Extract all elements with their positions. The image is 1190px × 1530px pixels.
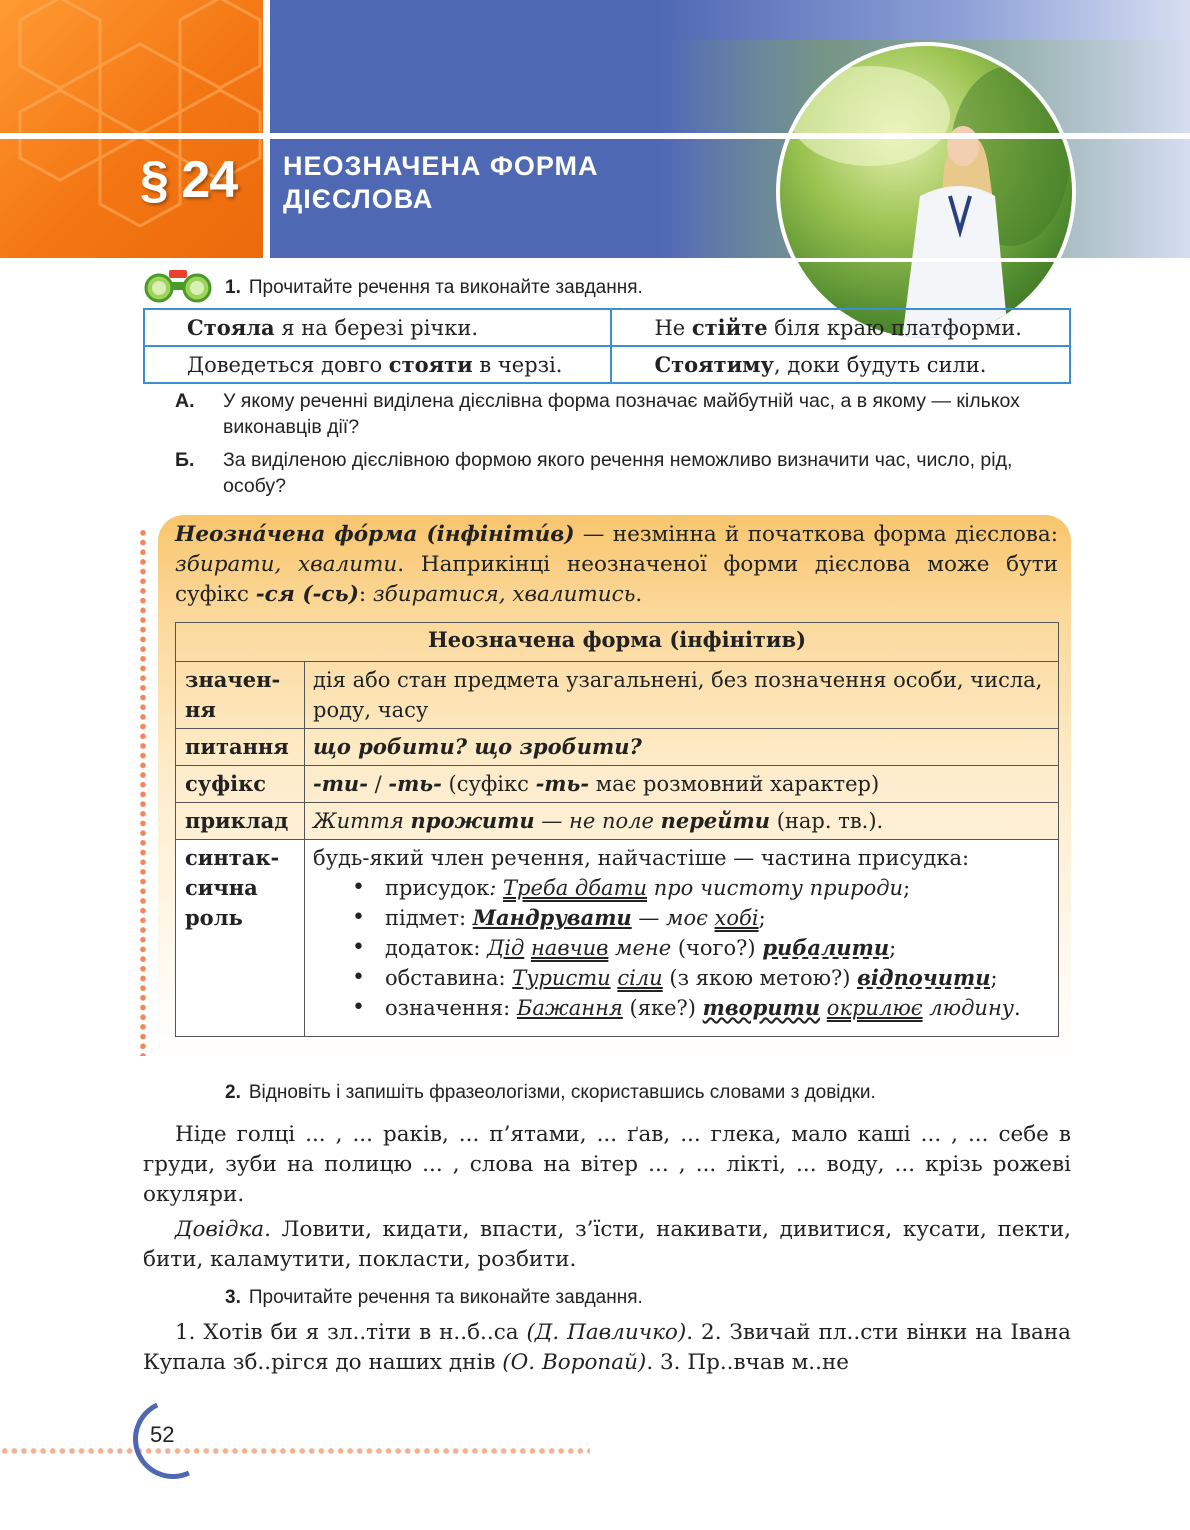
role-attribute (348, 993, 1050, 1023)
r4-e: відпочити (857, 965, 991, 990)
sentence-3 (144, 346, 611, 383)
ex3-author2: (О. Воропай) (502, 1350, 647, 1375)
role-subject (348, 903, 1050, 933)
header-photo (776, 42, 1076, 342)
exercise-1-heading (225, 277, 643, 299)
rule-part2: . Наприкінці неозначеної форми дієслова може бути суфікс (175, 552, 1058, 607)
rule-dotted-border (139, 528, 147, 1056)
exercise-3-heading (225, 1287, 643, 1309)
r1-b: Треба дбати (503, 876, 648, 900)
r3-a: Дід (487, 936, 525, 960)
sentence-2-pre: Не (654, 316, 692, 340)
sentence-4 (611, 346, 1070, 383)
r3-b (524, 936, 531, 960)
example-2: прожити (410, 808, 535, 833)
r3-g: ; (889, 936, 897, 960)
row-suffix-value (305, 766, 1059, 803)
role-intro: будь-який член речення, найчастіше — частина присудка: (313, 846, 970, 870)
role-key-2: сична (185, 875, 258, 900)
section-title-line1: НЕОЗНАЧЕНА ФОРМА (283, 151, 599, 181)
ex3-part1: 1. Хотів би я зл..тіти в н..б..са (175, 1320, 527, 1345)
sentence-2 (611, 309, 1070, 346)
section-number: § 24 (140, 151, 238, 209)
row-question-text: що робити? що зробити? (313, 734, 642, 759)
exercise-3-text (143, 1318, 1071, 1378)
sentence-1-verb: Стояла (187, 315, 275, 340)
sentence-2-verb: стійте (691, 315, 768, 340)
ex3-part2: . 2. Звичай пл..сти вінки на Івана Купала зб..рігся до наших днів (143, 1320, 1071, 1375)
rule-part1: — незмінна й початкова форма дієслова: (574, 522, 1058, 547)
question-b-text: За виділеною дієслівною формою якого речення неможливо визначити час, число, рід, особу? (223, 449, 1013, 497)
rule-part3: : (358, 582, 373, 607)
r4-f: ; (990, 966, 998, 990)
rule-example-2b: хвалитись (512, 582, 636, 607)
r2-c: хобі (714, 906, 759, 930)
exercise-3-instruction: Прочитайте речення та виконайте завдання. (248, 1287, 643, 1308)
exercise-2-instruction: Відновіть і запишіть фразеологізми, скориставшись словами з довідки. (248, 1082, 876, 1103)
suffix-note2: -ть- (535, 771, 590, 796)
r5-c: творити (702, 995, 821, 1020)
suffix-ti: -ти- (313, 771, 368, 796)
question-a-label: А. (175, 390, 195, 412)
r5-d (820, 996, 827, 1020)
r3-f: рибалити (762, 935, 890, 960)
sentence-4-rest: , доки будуть сили. (773, 353, 987, 377)
r2-label: підмет: (385, 906, 473, 930)
sentence-3-pre: Доведеться довго (187, 353, 389, 377)
r3-label: додаток: (385, 936, 488, 960)
rule-suffix: -ся (-сь) (255, 582, 359, 607)
rule-end: . (635, 582, 643, 607)
exercise-2-text: Ніде голці ... , ... раків, ... п’ятами, ... ґав, ... глека, мало каші ... , ... себе в груди, зуби на полицю ... , слова на вітер ... , ... лікті, ... воду, ... крізь рожеві окуляри. (143, 1122, 1071, 1207)
r5-b: (яке?) (622, 996, 703, 1020)
r4-d: (з якою метою?) (662, 966, 858, 990)
footer-dotted-line (0, 1447, 590, 1455)
header-divider (263, 0, 270, 258)
r3-e: (чого?) (677, 936, 763, 960)
ex3-author1: (Д. Павличко) (526, 1320, 687, 1345)
sentence-3-rest: в черзі. (472, 353, 563, 377)
r1-a: : (489, 876, 504, 900)
exercise-2-heading (225, 1082, 876, 1104)
row-question-key: питання (176, 729, 305, 766)
r5-label: означення: (385, 996, 517, 1020)
row-question-value (305, 729, 1059, 766)
r4-a: Туристи (512, 966, 611, 990)
exercise-2-number: 2. (225, 1082, 241, 1103)
infinitive-table (175, 622, 1059, 1037)
exercise-1-instruction: Прочитайте речення та виконайте завдання. (248, 277, 643, 298)
exercise-3-number: 3. (225, 1287, 241, 1308)
example-4: перейти (660, 808, 771, 833)
suffix-sep: / (367, 772, 389, 796)
sentences-table (143, 308, 1071, 384)
sentence-1 (144, 309, 611, 346)
question-b (175, 447, 1055, 499)
exercise-2-hint (143, 1215, 1071, 1275)
rule-examples1: збирати, хвалити (175, 552, 398, 577)
ex3-part3: . 3. Пр..вчав м..не (646, 1350, 850, 1375)
hint-text: . Ловити, кидати, впасти, з’їсти, накивати, дивитися, кусати, пекти, бити, каламутити, покласти, розбити. (143, 1217, 1071, 1272)
section-title (283, 150, 599, 216)
question-b-label: Б. (175, 449, 195, 471)
suffix-t: -ть- (388, 771, 442, 796)
exercise-1-number: 1. (225, 277, 241, 298)
r3-d: мене (608, 936, 678, 960)
rule-term: Неозна́чена фо́рма (інфініти́в) (175, 522, 575, 547)
role-key-3: роль (185, 905, 243, 930)
sentence-4-verb: Стоятиму (654, 352, 774, 377)
role-predicate (348, 873, 1050, 903)
r5-a: Бажання (516, 996, 623, 1020)
row-meaning-value: дія або стан предмета узагальнені, без позначення особи, числа, роду, часу (305, 662, 1059, 729)
rule-definition (175, 520, 1058, 610)
rule-example-sep: , (498, 582, 513, 607)
sentence-2-rest: біля краю платформи. (767, 316, 1022, 340)
row-suffix-key: суфікс (176, 766, 305, 803)
r4-c: сіли (617, 966, 663, 990)
row-role-key (176, 840, 305, 1037)
role-key-1: синтак- (185, 845, 280, 870)
header-bottom-edge (0, 258, 1190, 262)
r1-label: присудок (385, 876, 490, 900)
r5-f: людину (922, 996, 1014, 1020)
question-a (175, 388, 1055, 440)
role-adverbial (348, 963, 1050, 993)
example-3: — не поле (534, 809, 661, 833)
sentence-3-verb: стояти (388, 352, 473, 377)
example-1: Життя (313, 809, 411, 833)
r5-e: окрилює (826, 996, 923, 1020)
section-badge-background (0, 0, 263, 258)
sentence-1-rest: я на березі річки. (274, 316, 479, 340)
r4-label: обставина: (385, 966, 513, 990)
page-number: 52 (150, 1422, 175, 1447)
r2-b: — моє (631, 906, 715, 930)
question-a-text: У якому реченні виділена дієслівна форма позначає майбутній час, а в якому — кількох виконавців дії? (223, 390, 1020, 438)
rule-example-2a: збиратися (372, 582, 499, 607)
row-example-key: приклад (176, 803, 305, 840)
row-role-value (305, 840, 1059, 1037)
hint-label: Довідка (175, 1217, 265, 1242)
r2-d: ; (758, 906, 766, 930)
binoculars-icon (141, 268, 215, 304)
role-object (348, 933, 1050, 963)
section-title-line2: ДІЄСЛОВА (283, 184, 434, 214)
example-5: (нар. тв.). (770, 809, 884, 833)
infinitive-table-header: Неозначена форма (інфінітив) (176, 623, 1059, 662)
row-meaning-key: значен-ня (176, 662, 305, 729)
header-stripe (0, 133, 1190, 139)
r2-a: Мандрувати (472, 905, 632, 930)
suffix-note3: має розмовний характер) (589, 772, 880, 796)
r1-c: про чистоту природи (647, 876, 904, 900)
row-example-value (305, 803, 1059, 840)
role-list (313, 873, 1050, 1023)
r5-g: . (1013, 996, 1021, 1020)
r3-c: навчив (530, 936, 609, 960)
suffix-note1: (суфікс (441, 772, 536, 796)
r1-d: ; (903, 876, 911, 900)
